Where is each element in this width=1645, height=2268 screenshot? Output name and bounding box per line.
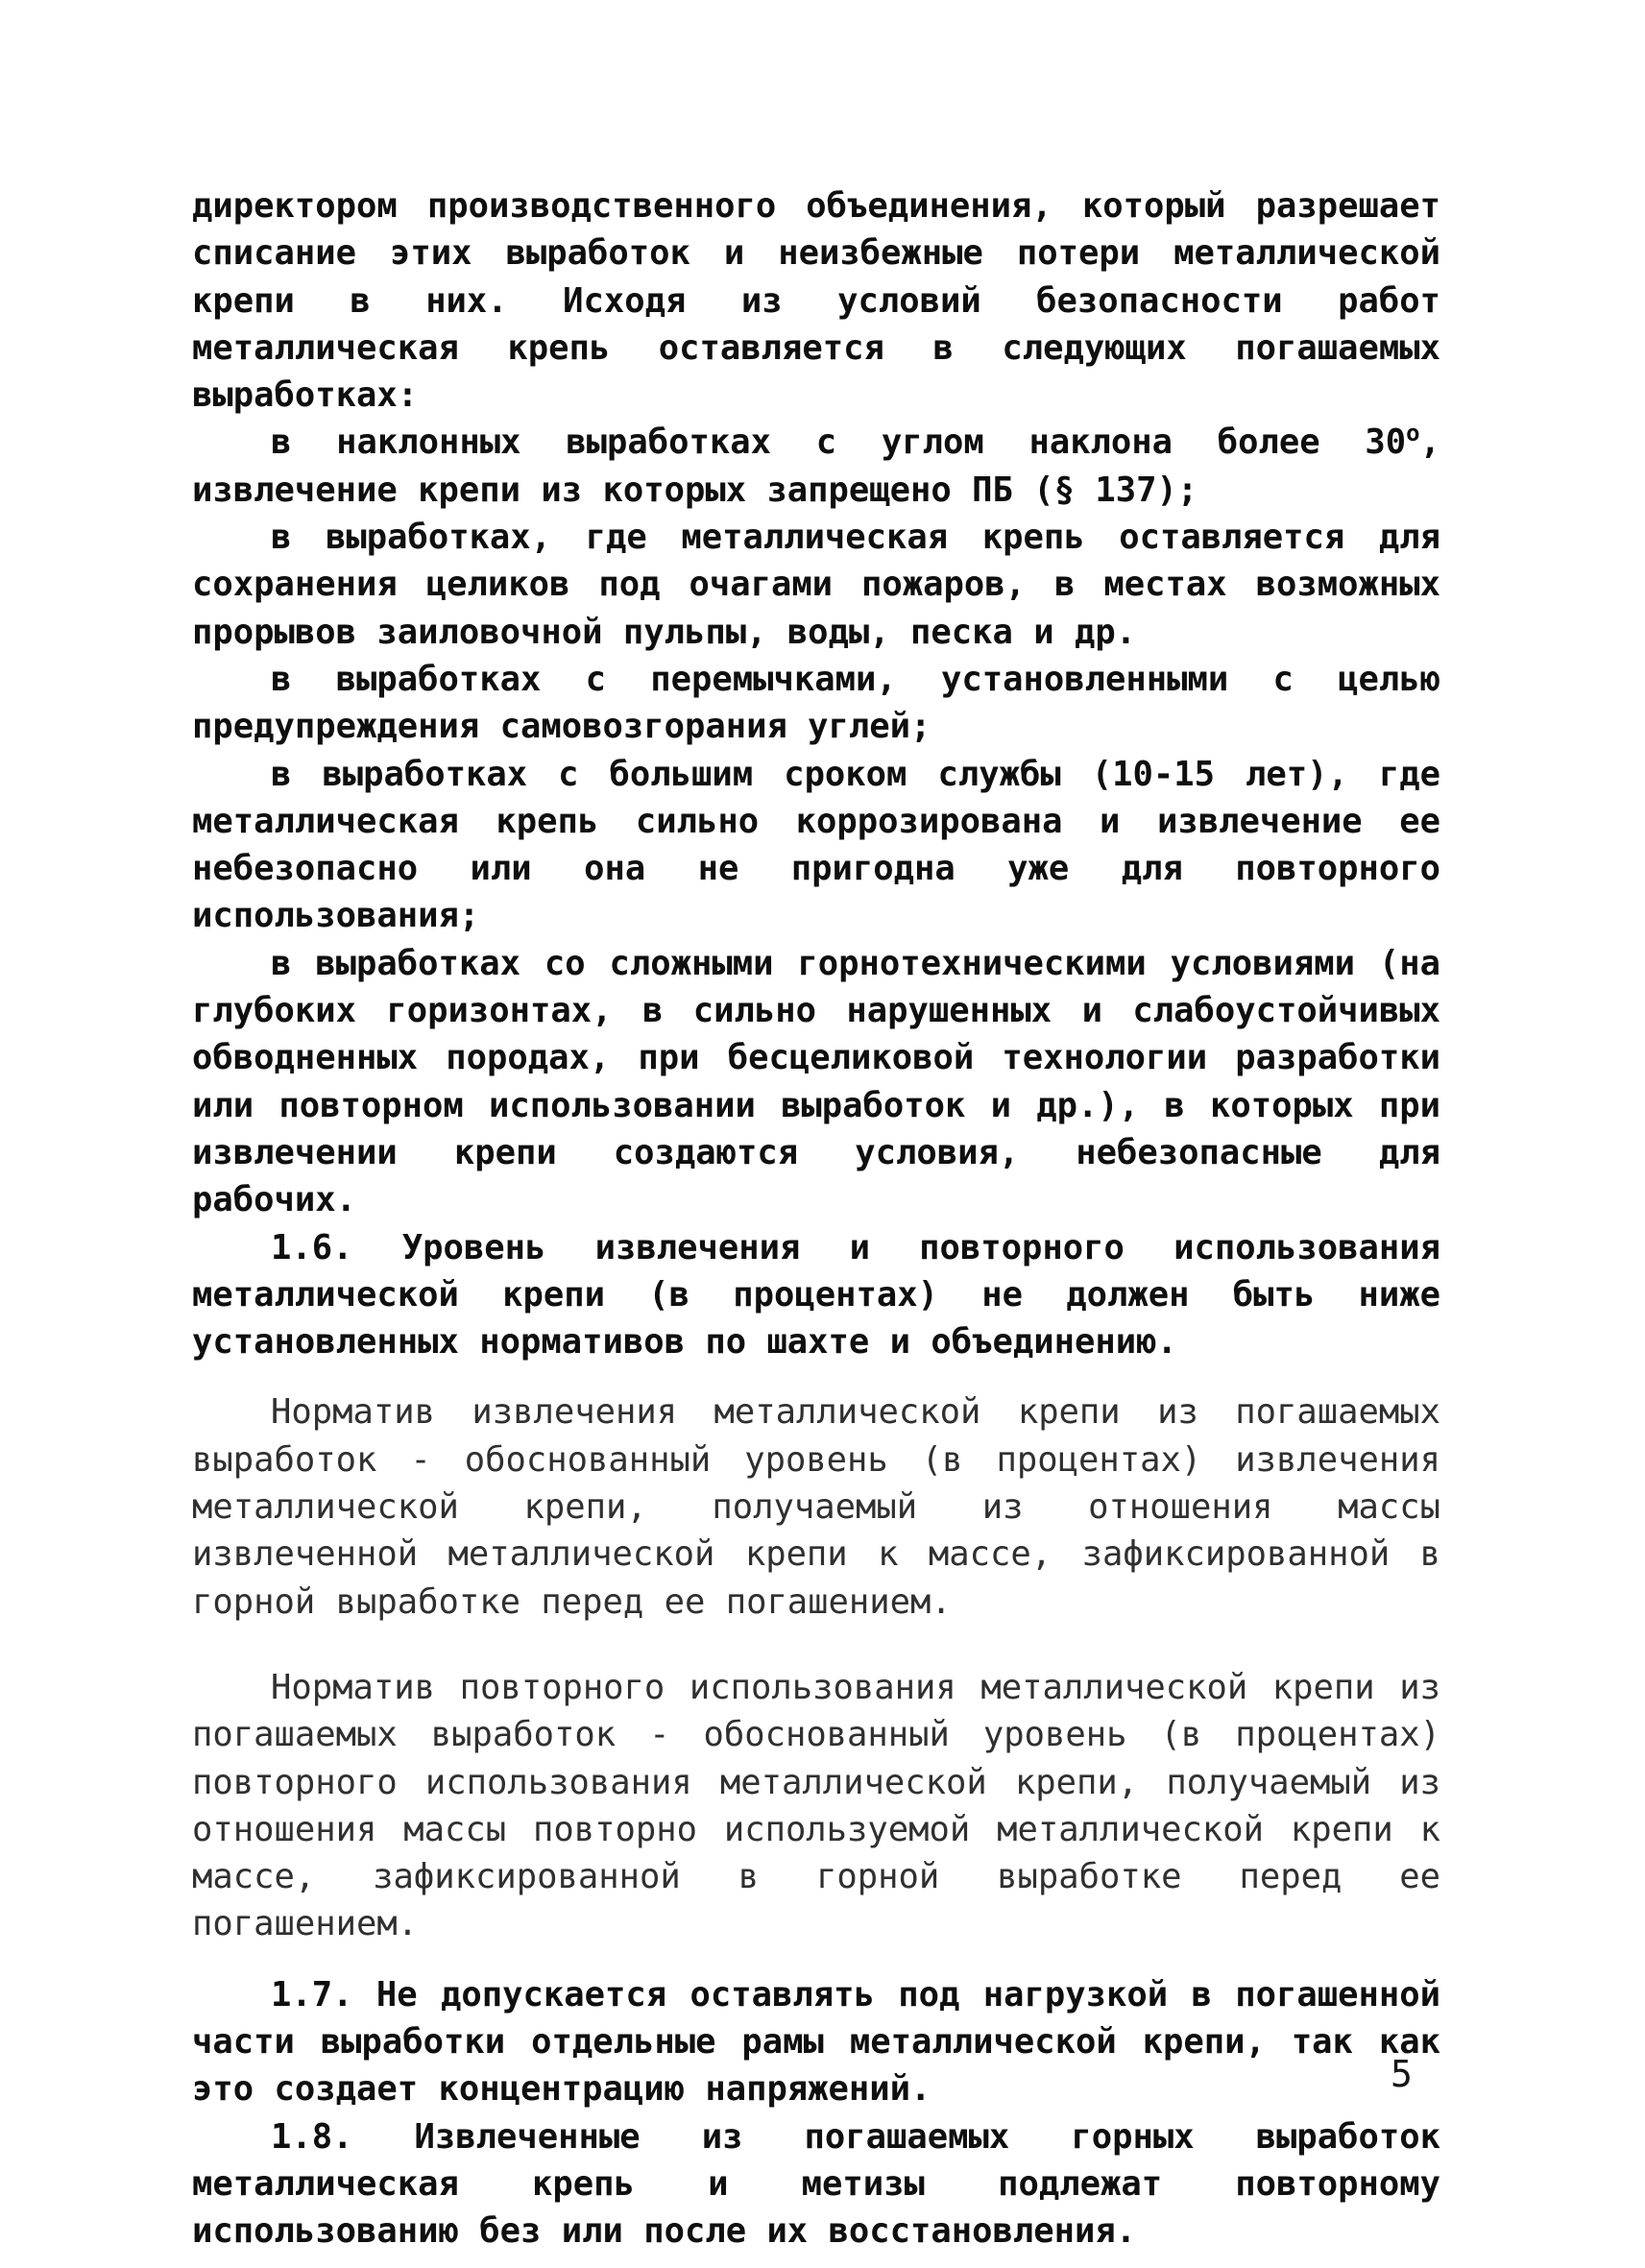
paragraph-inclined-workings (192, 419, 1440, 514)
paragraph-inclined-text-before: в наклонных выработках с углом наклона более 30 (271, 422, 1407, 463)
definition-reuse-norm: Норматив повторного использования металлической крепи из погашаемых выработок - обоснованный уровень (в процентах) повторного использования металлической крепи, получаемый из отношения массы повторно используемой металлической крепи к массе, зафиксированной в горной выработке перед ее погашением. (192, 1667, 1440, 1944)
document-body (192, 182, 1440, 2255)
paragraph-bulkheads: в выработках с перемычками, установленными с целью предупреждения самовозгорания углей; (192, 659, 1440, 747)
section-1-8: 1.8. Извлеченные из погашаемых горных выработок металлическая крепь и метизы подлежат повторному использованию без или после их восстановления. (192, 2116, 1440, 2252)
paragraph-continuation: директором производственного объединения, который разрешает списание этих выработок и неизбежные потери металлической крепи в них. Исходя из условий безопасности работ металлическая крепь оставляется в следующих погашаемых выработках: (192, 186, 1440, 416)
degree-superscript: о (1406, 420, 1420, 447)
page-number: 5 (1391, 2053, 1413, 2095)
paragraph-inclined-text-after: , извлечение крепи из которых запрещено ПБ (§ 137); (192, 422, 1440, 510)
paragraph-complex-conditions: в выработках со сложными горнотехническими условиями (на глубоких горизонтах, в сильно нарушенных и слабоустойчивых обводненных породах, при бесцеликовой технологии разработки или повторном использовании выработок и др.), в которых при извлечении крепи создаются условия, небезопасные для рабочих. (192, 943, 1440, 1220)
section-1-6: 1.6. Уровень извлечения и повторного использования металлической крепи (в процентах) не должен быть ниже установленных нормативов по шахте и объединению. (192, 1227, 1440, 1363)
paragraph-long-service-life: в выработках с большим сроком службы (10-15 лет), где металлическая крепь сильно коррозирована и извлечение ее небезопасно или она не пригодна уже для повторного использования; (192, 754, 1440, 936)
definition-extraction-norm: Норматив извлечения металлической крепи из погашаемых выработок - обоснованный уровень (в процентах) извлечения металлической крепи, получаемый из отношения массы извлеченной металлической крепи к массе, зафиксированной в горной выработке перед ее погашением. (192, 1392, 1440, 1622)
section-1-7: 1.7. Не допускается оставлять под нагрузкой в погашенной части выработки отдельные рамы металлической крепи, так как это создает концентрацию напряжений. (192, 1974, 1440, 2110)
paragraph-pillar-preservation: в выработках, где металлическая крепь оставляется для сохранения целиков под очагами пожаров, в местах возможных прорывов заиловочной пульпы, воды, песка и др. (192, 518, 1440, 652)
